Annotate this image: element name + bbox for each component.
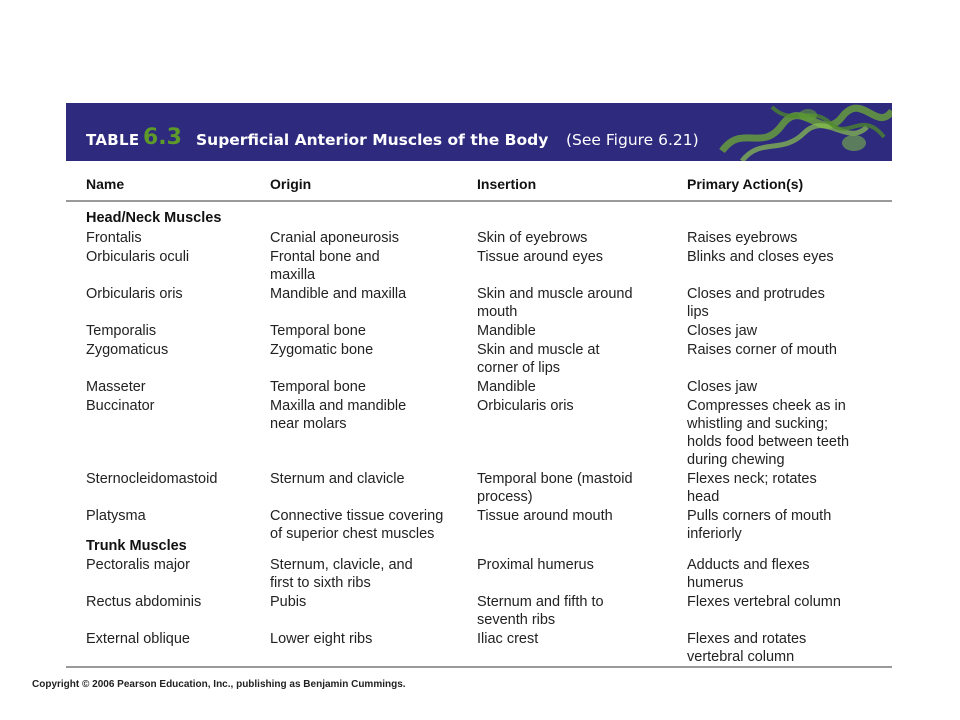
muscle-origin: Maxilla and mandible near molars [270,398,407,432]
muscle-action: Closes jaw [687,379,758,395]
muscle-action: Flexes neck; rotates head [687,471,817,505]
muscle-action: Compresses cheek as in whistling and sucking; holds food between teeth during chewing [687,398,850,468]
muscle-origin: Connective tissue covering of superior chest muscles [270,508,444,542]
table-title-banner [66,103,892,161]
muscle-fiber-decoration-icon [712,103,892,161]
copyright-notice: Copyright © 2006 Pearson Education, Inc., publishing as Benjamin Cummings. [32,679,406,690]
muscle-insertion: Skin and muscle around mouth [477,286,633,320]
muscle-origin: Temporal bone [270,379,366,395]
table-label: TABLE [86,131,140,149]
group-heading-trunk: Trunk Muscles [86,538,187,554]
muscle-origin: Zygomatic bone [270,342,374,358]
column-header-origin: Origin [270,176,312,192]
muscle-insertion: Orbicularis oris [477,398,574,414]
muscle-insertion: Mandible [477,323,536,339]
muscle-origin: Sternum, clavicle, and first to sixth ribs [270,557,413,591]
muscle-action: Pulls corners of mouth inferiorly [687,508,832,542]
muscle-action: Closes jaw [687,323,758,339]
figure-reference: (See Figure 6.21) [566,131,699,149]
muscle-insertion: Skin of eyebrows [477,230,588,246]
muscle-name: External oblique [86,631,190,647]
muscle-name: Masseter [86,379,146,395]
muscle-origin: Lower eight ribs [270,631,373,647]
muscle-origin: Mandible and maxilla [270,286,407,302]
muscle-origin: Pubis [270,594,307,610]
muscle-name: Sternocleidomastoid [86,471,218,487]
muscle-name: Platysma [86,508,146,524]
column-header-name: Name [86,176,125,192]
muscle-name: Orbicularis oculi [86,249,190,265]
table-bottom-rule [66,666,892,668]
column-header-action: Primary Action(s) [687,176,804,192]
muscle-name: Buccinator [86,398,155,414]
muscle-action: Raises eyebrows [687,230,798,246]
muscle-insertion: Skin and muscle at corner of lips [477,342,600,376]
muscle-insertion: Sternum and fifth to seventh ribs [477,594,604,628]
muscle-name: Frontalis [86,230,142,246]
column-header-insertion: Insertion [477,176,537,192]
muscle-action: Adducts and flexes humerus [687,557,810,591]
muscle-origin: Cranial aponeurosis [270,230,399,246]
muscle-action: Blinks and closes eyes [687,249,834,265]
muscle-action: Closes and protrudes lips [687,286,825,320]
muscle-insertion: Proximal humerus [477,557,594,573]
muscle-name: Temporalis [86,323,157,339]
muscle-insertion: Temporal bone (mastoid process) [477,471,633,505]
muscle-action: Flexes and rotates vertebral column [687,631,807,665]
table-title: Superficial Anterior Muscles of the Body [196,131,549,149]
muscle-insertion: Tissue around mouth [477,508,613,524]
muscle-origin: Temporal bone [270,323,366,339]
header-divider [66,200,892,202]
muscle-insertion: Mandible [477,379,536,395]
table-number: 6.3 [143,125,182,150]
muscle-name: Orbicularis oris [86,286,183,302]
muscle-name: Zygomaticus [86,342,169,358]
muscle-origin: Frontal bone and maxilla [270,249,380,283]
muscle-name: Rectus abdominis [86,594,202,610]
group-heading-head-neck: Head/Neck Muscles [86,210,222,226]
muscle-insertion: Tissue around eyes [477,249,604,265]
muscle-insertion: Iliac crest [477,631,539,647]
muscle-action: Flexes vertebral column [687,594,841,610]
muscle-origin: Sternum and clavicle [270,471,405,487]
muscle-action: Raises corner of mouth [687,342,837,358]
muscle-name: Pectoralis major [86,557,190,573]
